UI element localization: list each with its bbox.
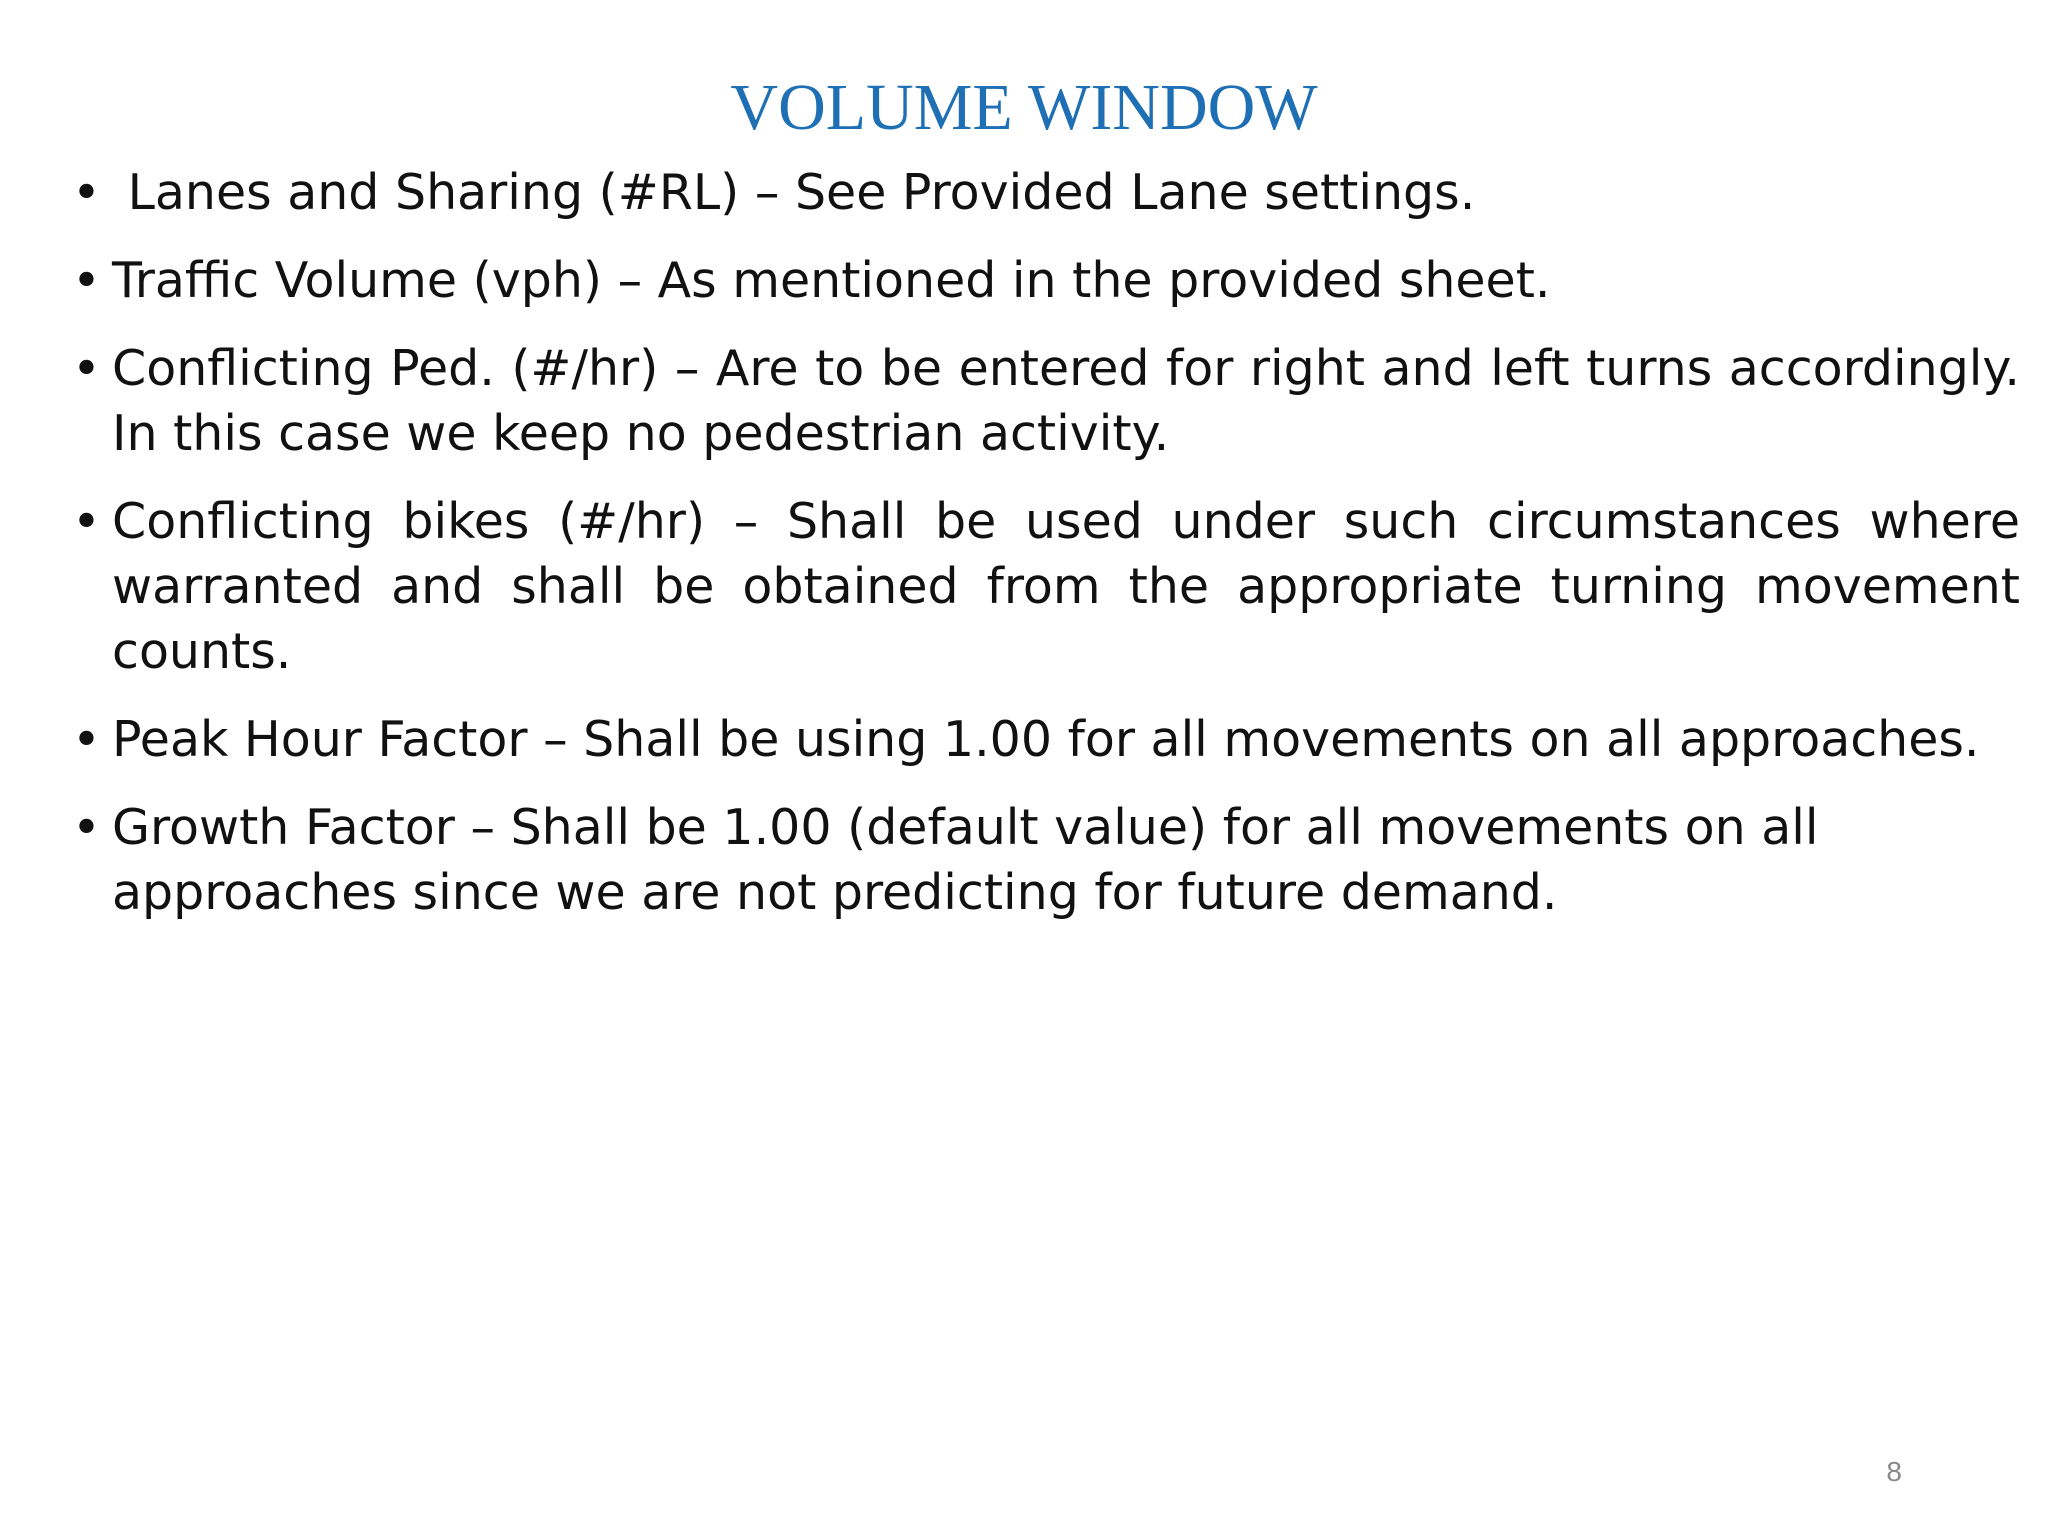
bullet-item-conflicting-bikes: [72, 489, 2020, 684]
bullet-item-traffic-volume: [72, 248, 2020, 313]
page-number: 8: [1886, 1456, 1902, 1487]
bullet-text: Conflicting Ped. (#/hr) – Are to be entered for right and left turns accordingly. In this case we keep no pedestrian activity.: [112, 340, 2020, 462]
slide-title: VOLUME WINDOW: [730, 71, 1318, 144]
bullet-text: Peak Hour Factor – Shall be using 1.00 for all movements on all approaches.: [112, 711, 1980, 768]
bullet-list: [72, 160, 2020, 948]
bullet-icon: •: [72, 493, 101, 550]
bullet-text: Traffic Volume (vph) – As mentioned in the provided sheet.: [112, 252, 1551, 309]
bullet-icon: •: [72, 340, 101, 397]
bullet-icon: •: [72, 164, 101, 221]
bullet-item-peak-hour-factor: [72, 707, 2020, 772]
bullet-text: Lanes and Sharing (#RL) – See Provided Lane settings.: [112, 164, 1476, 221]
bullet-icon: •: [72, 252, 101, 309]
bullet-item-lanes-sharing: [72, 160, 2020, 225]
bullet-text: Growth Factor – Shall be 1.00 (default value) for all movements on all approaches since we are not predicting for future demand.: [112, 799, 1819, 921]
bullet-text: Conflicting bikes (#/hr) – Shall be used under such circumstances where warranted and shall be obtained from the appropriate turning movement counts.: [112, 493, 2020, 680]
bullet-icon: •: [72, 799, 101, 856]
bullet-icon: •: [72, 711, 101, 768]
bullet-item-conflicting-ped: [72, 336, 2020, 466]
bullet-item-growth-factor: [72, 795, 2020, 925]
